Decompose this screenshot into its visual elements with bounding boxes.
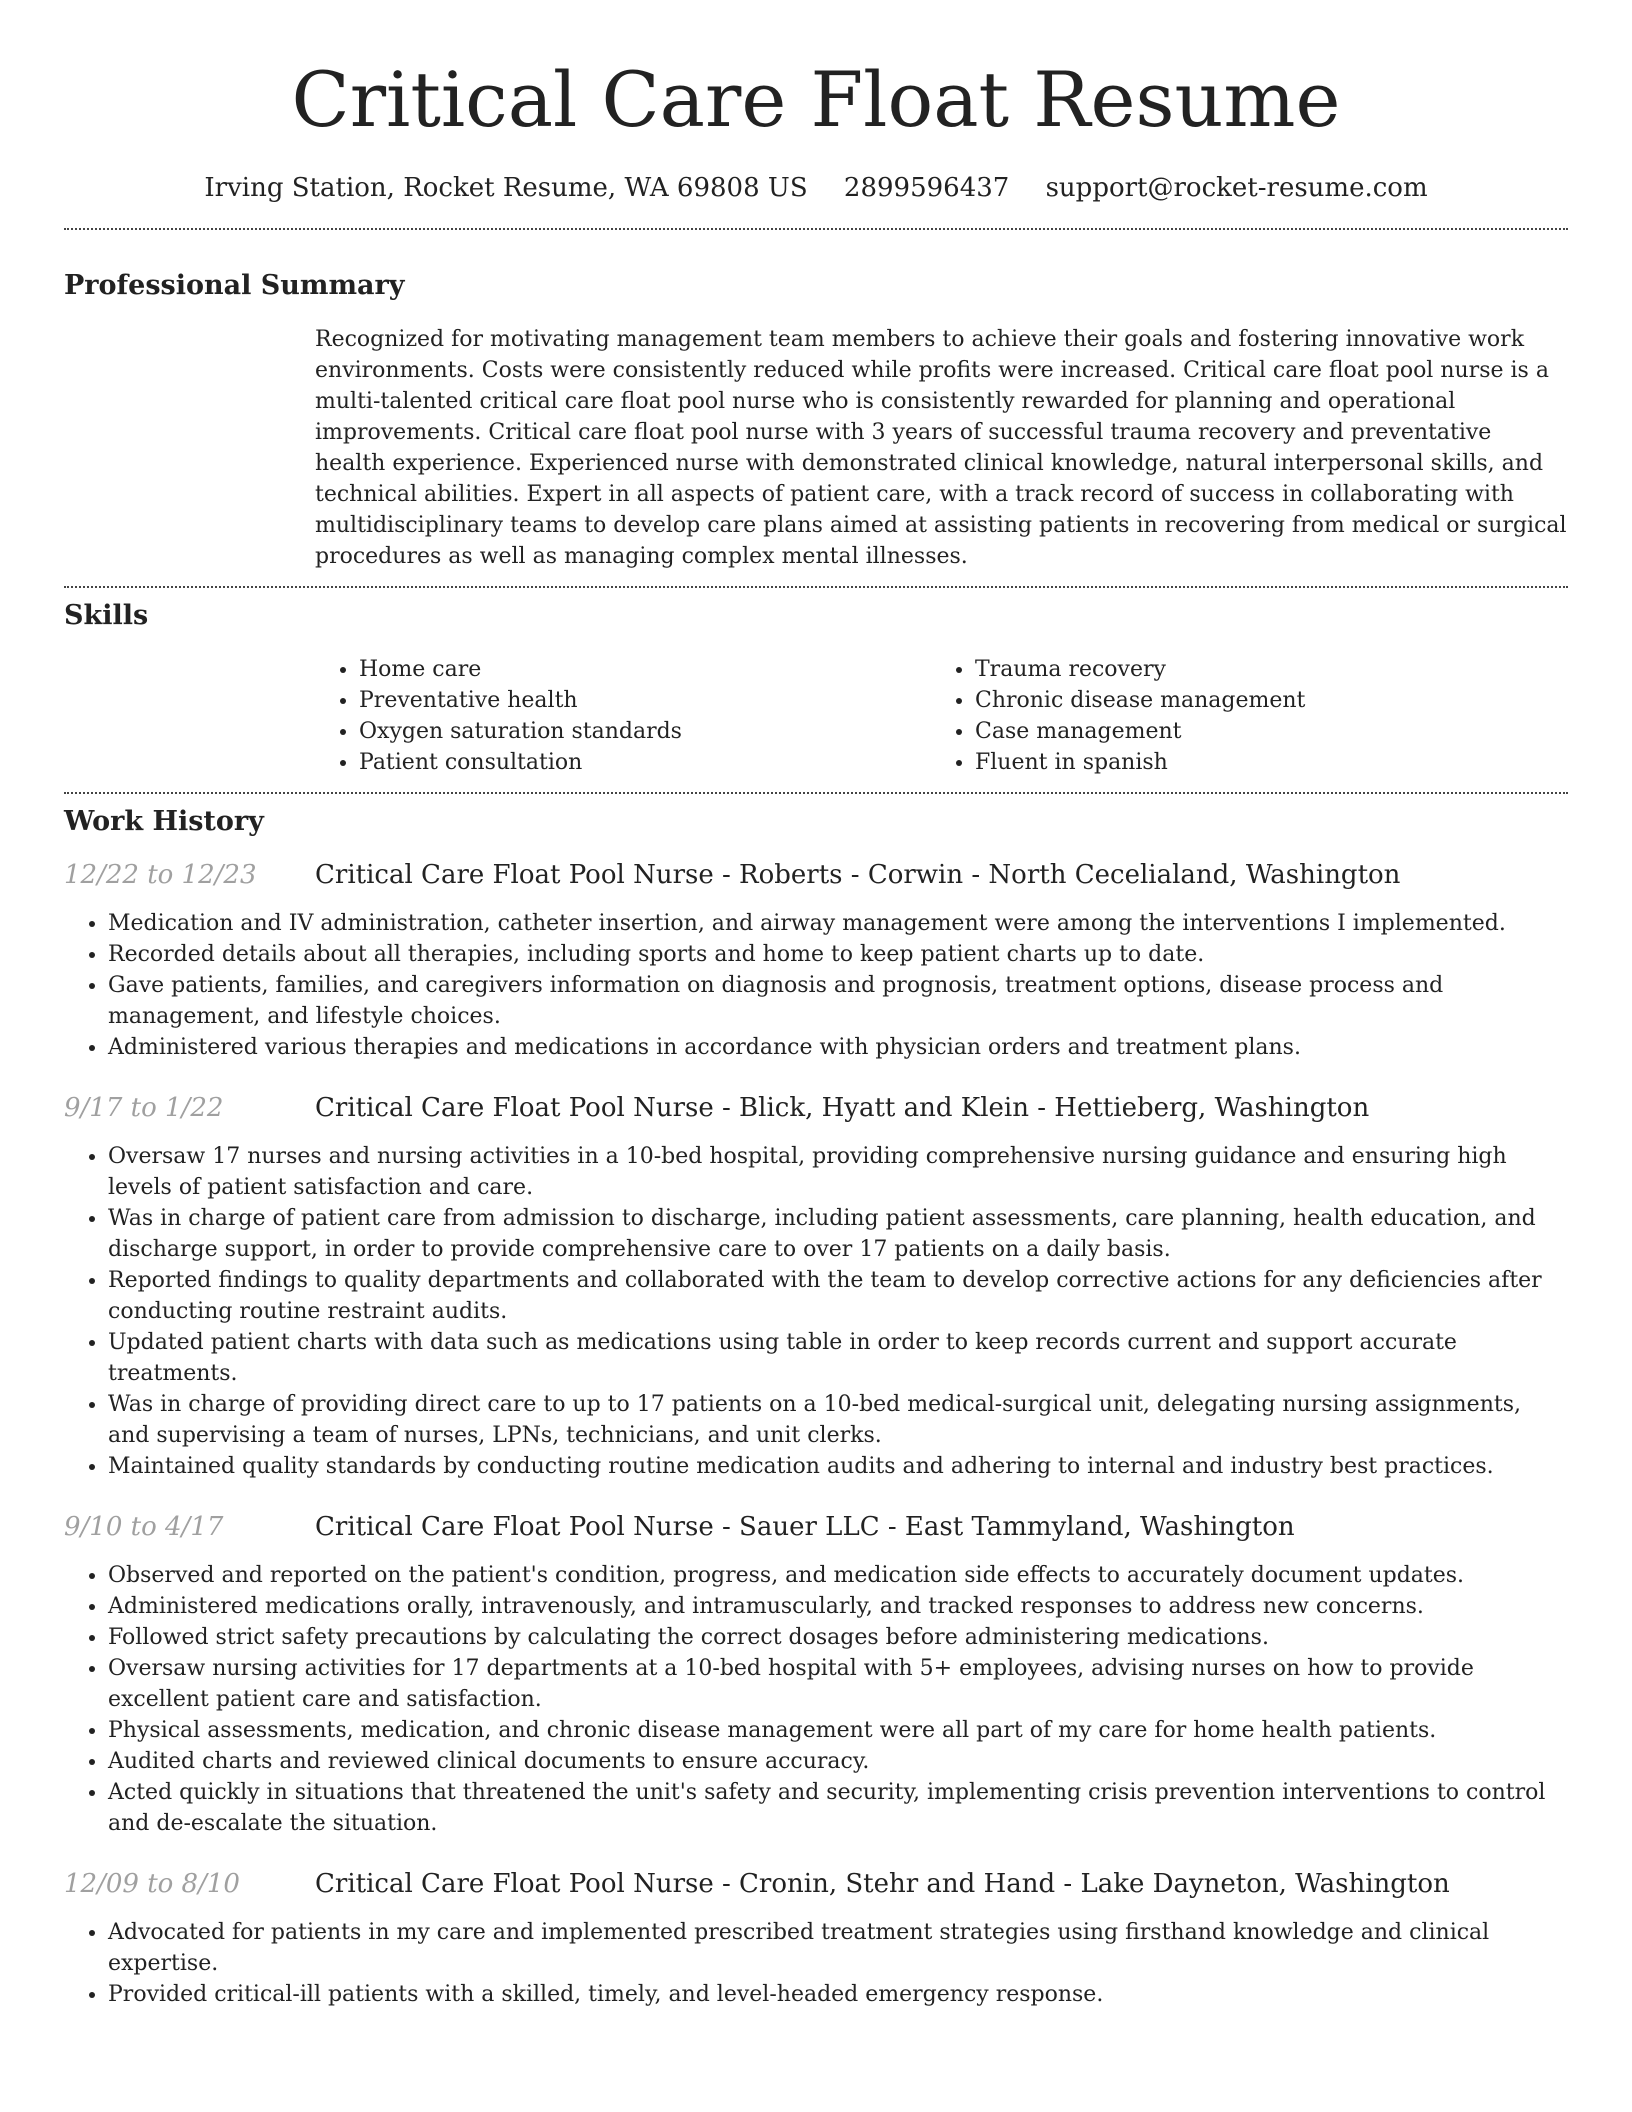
job-entry xyxy=(64,1093,1568,1482)
summary-heading: Professional Summary xyxy=(64,270,405,301)
job-entry xyxy=(64,860,1568,1063)
job-title: Critical Care Float Pool Nurse - Cronin, Stehr and Hand - Lake Dayneton, Washington xyxy=(315,1869,1450,1899)
skills-list xyxy=(315,654,1568,778)
job-bullet: • Reported findings to quality departments and collaborated with the team to develop corrective actions for any deficiencies after conducting routine restraint audits. xyxy=(108,1265,1568,1327)
job-bullet: • Audited charts and reviewed clinical documents to ensure accuracy. xyxy=(108,1746,1568,1777)
job-bullet: • Oversaw 17 nurses and nursing activities in a 10-bed hospital, providing comprehensive nursing guidance and ensuring high levels of patient satisfaction and care. xyxy=(108,1141,1568,1203)
job-bullet: • Followed strict safety precautions by calculating the correct dosages before administering medications. xyxy=(108,1622,1568,1653)
job-dates: 9/17 to 1/22 xyxy=(64,1093,224,1123)
work-heading: Work History xyxy=(64,806,264,837)
job-bullet: • Observed and reported on the patient's condition, progress, and medication side effects to accurately document updates. xyxy=(108,1560,1568,1591)
job-bullets xyxy=(64,908,1568,1063)
divider xyxy=(64,792,1568,794)
job-entry xyxy=(64,1869,1568,2010)
skill-item: • Oxygen saturation standards xyxy=(359,716,931,747)
resume-page xyxy=(64,0,1568,2010)
job-bullets xyxy=(64,1141,1568,1482)
job-bullets xyxy=(64,1560,1568,1839)
divider xyxy=(64,586,1568,588)
job-dates: 12/22 to 12/23 xyxy=(64,860,257,890)
job-header xyxy=(64,860,1568,890)
divider xyxy=(64,228,1568,230)
job-bullet: • Provided critical-ill patients with a skilled, timely, and level-headed emergency response. xyxy=(108,1979,1568,2010)
job-header xyxy=(64,1512,1568,1542)
job-header xyxy=(64,1093,1568,1123)
skill-item: • Case management xyxy=(975,716,1545,747)
job-bullet: • Oversaw nursing activities for 17 departments at a 10-bed hospital with 5+ employees, advising nurses on how to provide excellent patient care and satisfaction. xyxy=(108,1653,1568,1715)
skill-item: • Preventative health xyxy=(359,685,931,716)
job-bullet: • Recorded details about all therapies, including sports and home to keep patient charts up to date. xyxy=(108,939,1568,970)
skill-item: • Chronic disease management xyxy=(975,685,1545,716)
job-bullet: • Advocated for patients in my care and implemented prescribed treatment strategies using firsthand knowledge and clinical expertise. xyxy=(108,1917,1568,1979)
job-entry xyxy=(64,1512,1568,1839)
contact-email: support@rocket-resume.com xyxy=(1045,173,1428,203)
skill-item: • Home care xyxy=(359,654,931,685)
job-title: Critical Care Float Pool Nurse - Sauer LLC - East Tammyland, Washington xyxy=(315,1512,1295,1542)
contact-address: Irving Station, Rocket Resume, WA 69808 US xyxy=(204,173,808,203)
job-dates: 9/10 to 4/17 xyxy=(64,1512,224,1542)
resume-title: Critical Care Float Resume xyxy=(291,55,1341,144)
job-bullet: • Was in charge of providing direct care to up to 17 patients on a 10-bed medical-surgical unit, delegating nursing assignments, and supervising a team of nurses, LPNs, technicians, and unit clerks. xyxy=(108,1389,1568,1451)
skills-heading: Skills xyxy=(64,600,149,631)
job-bullet: • Administered medications orally, intravenously, and intramuscularly, and tracked responses to address new concerns. xyxy=(108,1591,1568,1622)
skills-column-right xyxy=(931,654,1545,778)
skill-item: • Fluent in spanish xyxy=(975,747,1545,778)
job-bullet: • Administered various therapies and medications in accordance with physician orders and treatment plans. xyxy=(108,1032,1568,1063)
job-bullet: • Gave patients, families, and caregivers information on diagnosis and prognosis, treatment options, disease process and management, and lifestyle choices. xyxy=(108,970,1568,1032)
skills-column-left xyxy=(315,654,931,778)
job-dates: 12/09 to 8/10 xyxy=(64,1869,240,1899)
job-header xyxy=(64,1869,1568,1899)
contact-phone: 2899596437 xyxy=(843,173,1010,203)
job-bullet: • Updated patient charts with data such as medications using table in order to keep records current and support accurate treatments. xyxy=(108,1327,1568,1389)
job-bullet: • Medication and IV administration, catheter insertion, and airway management were among the interventions I implemented. xyxy=(108,908,1568,939)
job-bullet: • Maintained quality standards by conducting routine medication audits and adhering to internal and industry best practices. xyxy=(108,1451,1568,1482)
job-bullets xyxy=(64,1917,1568,2010)
skill-item: • Patient consultation xyxy=(359,747,931,778)
job-title: Critical Care Float Pool Nurse - Blick, Hyatt and Klein - Hettieberg, Washington xyxy=(315,1093,1370,1123)
job-bullet: • Was in charge of patient care from admission to discharge, including patient assessments, care planning, health education, and discharge support, in order to provide comprehensive care to over 17 patients on a daily basis. xyxy=(108,1203,1568,1265)
job-bullet: • Acted quickly in situations that threatened the unit's safety and security, implementing crisis prevention interventions to control and de-escalate the situation. xyxy=(108,1777,1568,1839)
skill-item: • Trauma recovery xyxy=(975,654,1545,685)
summary-text: Recognized for motivating management team members to achieve their goals and fostering innovative work environments. Costs were consistently reduced while profits were increased. Critical care float pool nurse is a multi-talented critical care float pool nurse who is consistently rewarded for planning and operational improvements. Critical care float pool nurse with 3 years of successful trauma recovery and preventative health experience. Experienced nurse with demonstrated clinical knowledge, natural interpersonal skills, and technical abilities. Expert in all aspects of patient care, with a track record of success in collaborating with multidisciplinary teams to develop care plans aimed at assisting patients in recovering from medical or surgical procedures as well as managing complex mental illnesses. xyxy=(315,327,1567,569)
job-title: Critical Care Float Pool Nurse - Roberts - Corwin - North Cecelialand, Washington xyxy=(315,860,1401,890)
job-bullet: • Physical assessments, medication, and chronic disease management were all part of my care for home health patients. xyxy=(108,1715,1568,1746)
contact-line xyxy=(64,170,1568,206)
